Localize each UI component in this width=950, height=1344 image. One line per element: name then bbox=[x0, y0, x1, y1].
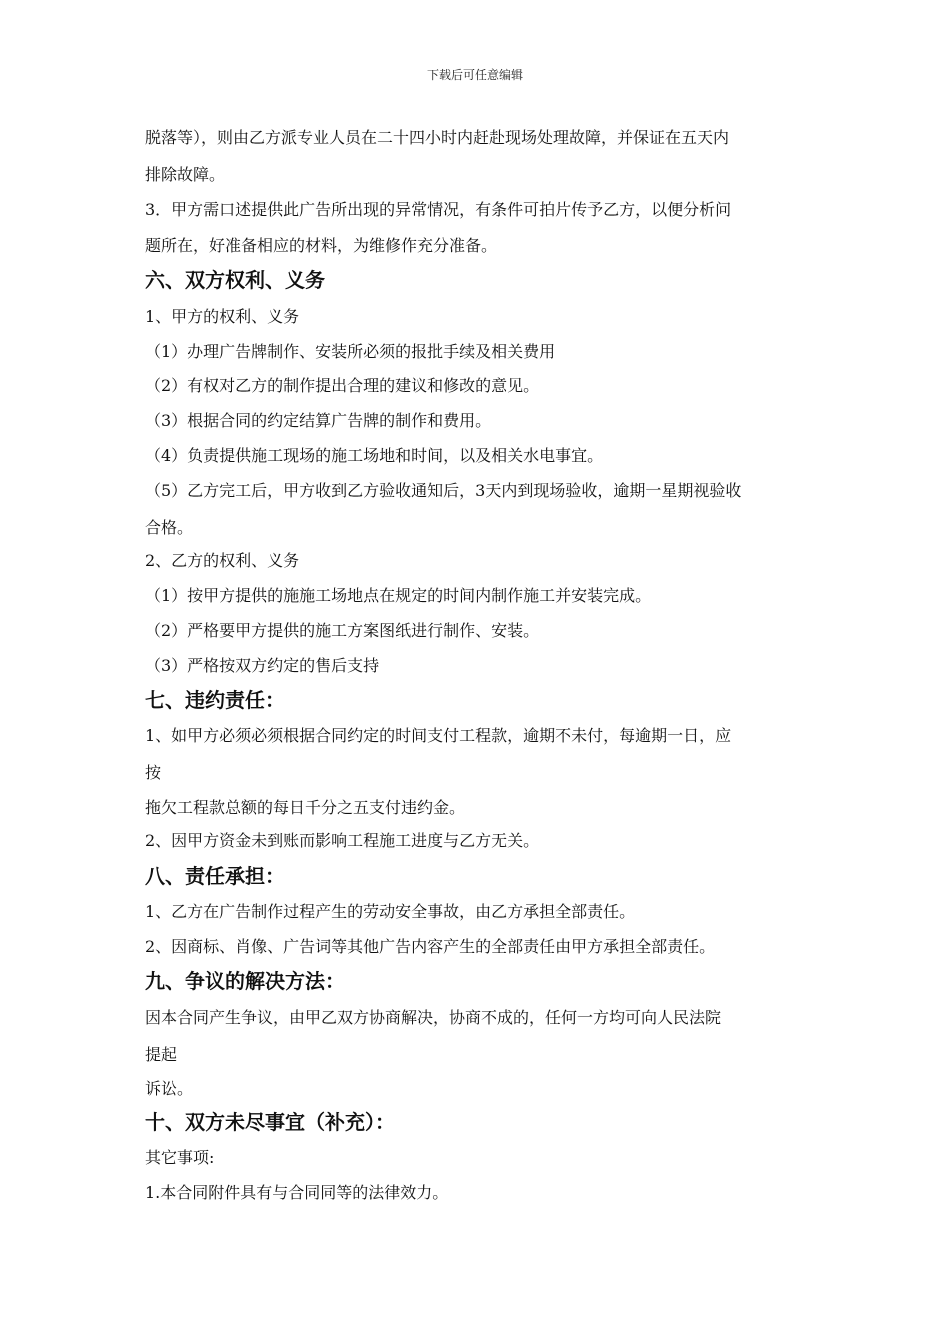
paragraph-line: 题所在，好准备相应的材料，为维修作充分准备。 bbox=[145, 236, 498, 255]
paragraph-line: 1.本合同附件具有与合同同等的法律效力。 bbox=[145, 1183, 449, 1202]
subsection-title: 2、乙方的权利、义务 bbox=[145, 551, 300, 570]
paragraph-line: 因本合同产生争议，由甲乙双方协商解决，协商不成的，任何一方均可向人民法院 bbox=[145, 1008, 722, 1027]
paragraph-line: 排除故障。 bbox=[145, 165, 226, 184]
paragraph-line: 脱落等），则由乙方派专业人员在二十四小时内赶赴现场处理故障，并保证在五天内 bbox=[145, 128, 730, 147]
list-item: （5）乙方完工后，甲方收到乙方验收通知后，3天内到现场验收，逾期一星期视验收 bbox=[145, 481, 742, 500]
list-item-continuation: 合格。 bbox=[145, 518, 194, 537]
paragraph-line: 2、因商标、肖像、广告词等其他广告内容产生的全部责任由甲方承担全部责任。 bbox=[145, 937, 716, 956]
paragraph-line: 3．甲方需口述提供此广告所出现的异常情况，有条件可拍片传予乙方，以便分析问 bbox=[145, 200, 732, 219]
list-item: （2）有权对乙方的制作提出合理的建议和修改的意见。 bbox=[145, 376, 540, 395]
paragraph-line: 其它事项: bbox=[145, 1148, 215, 1167]
paragraph-line: 1、如甲方必须必须根据合同约定的时间支付工程款，逾期不未付，每逾期一日，应 bbox=[145, 726, 732, 745]
paragraph-line: 1、乙方在广告制作过程产生的劳动安全事故，由乙方承担全部责任。 bbox=[145, 902, 636, 921]
paragraph-line: 提起 bbox=[145, 1045, 178, 1064]
paragraph-line: 2、因甲方资金未到账而影响工程施工进度与乙方无关。 bbox=[145, 831, 540, 850]
paragraph-line: 拖欠工程款总额的每日千分之五支付违约金。 bbox=[145, 798, 466, 817]
list-item: （2）严格要甲方提供的施工方案图纸进行制作、安装。 bbox=[145, 621, 540, 640]
list-item: （4）负责提供施工现场的施工场地和时间，以及相关水电事宜。 bbox=[145, 446, 604, 465]
paragraph-line: 诉讼。 bbox=[145, 1079, 194, 1098]
list-item: （1）办理广告牌制作、安装所必须的报批手续及相关费用 bbox=[145, 342, 556, 361]
page-header-note: 下载后可任意编辑 bbox=[426, 68, 523, 82]
list-item: （1）按甲方提供的施施工场地点在规定的时间内制作施工并安装完成。 bbox=[145, 586, 652, 605]
section-heading-6: 六、双方权利、义务 bbox=[145, 268, 325, 292]
section-heading-8: 八、责任承担： bbox=[145, 864, 285, 888]
paragraph-line: 按 bbox=[145, 763, 162, 782]
subsection-title: 1、甲方的权利、义务 bbox=[145, 307, 300, 326]
list-item: （3）根据合同的约定结算广告牌的制作和费用。 bbox=[145, 411, 492, 430]
list-item: （3）严格按双方约定的售后支持 bbox=[145, 656, 380, 675]
section-heading-7: 七、违约责任： bbox=[145, 688, 285, 712]
section-heading-10: 十、双方未尽事宜（补充）： bbox=[145, 1110, 395, 1134]
section-heading-9: 九、争议的解决方法： bbox=[145, 969, 345, 993]
